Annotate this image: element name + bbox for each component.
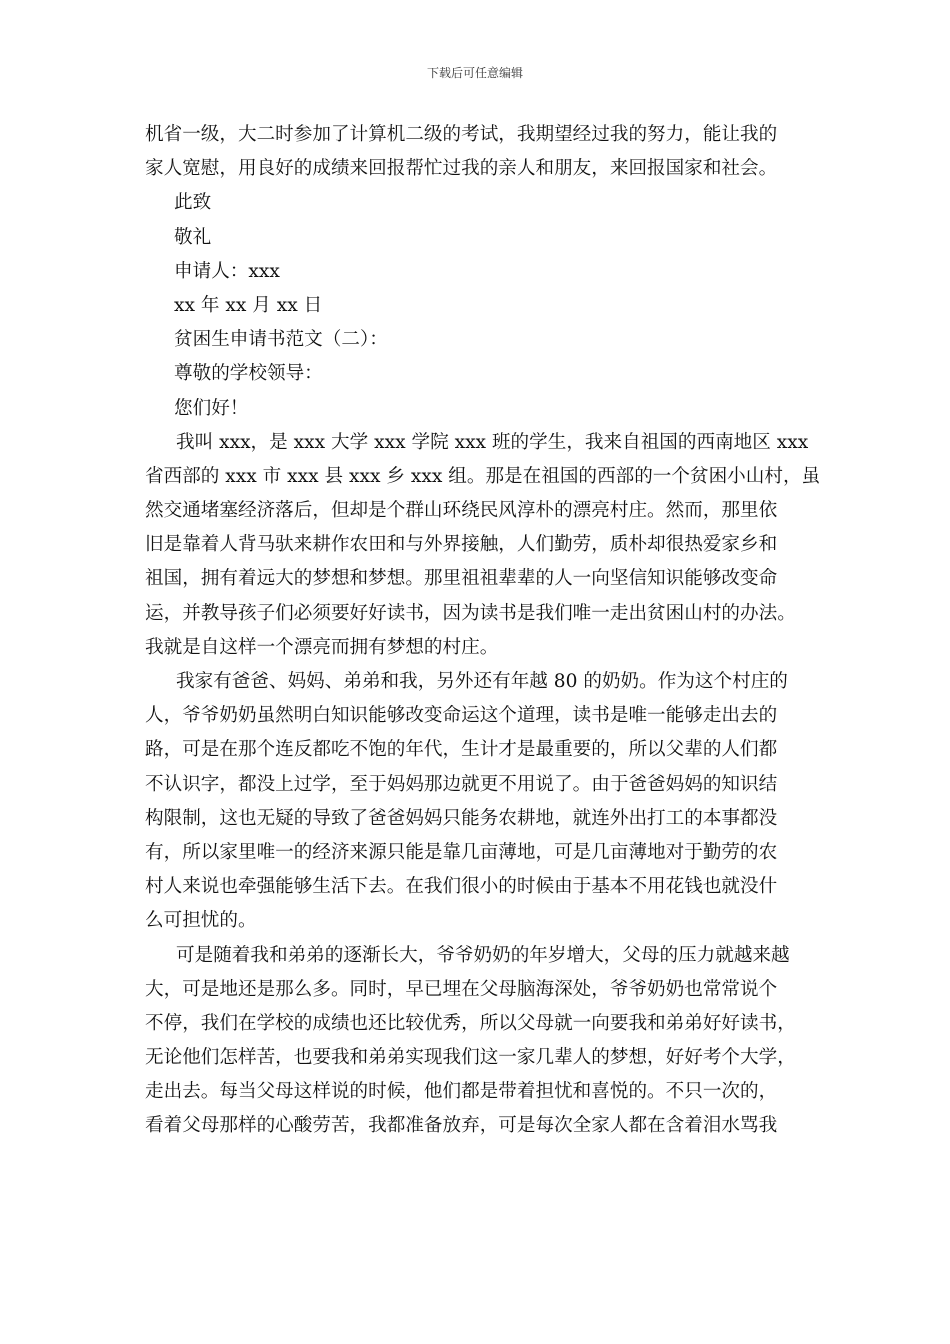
text-line: 不认识字，都没上过学，至于妈妈那边就更不用说了。由于爸爸妈妈的知识结 <box>145 773 778 795</box>
text-line: 不停，我们在学校的成绩也还比较优秀，所以父母就一向要我和弟弟好好读书， <box>145 1012 796 1034</box>
text-line: 尊敬的学校领导： <box>174 363 323 385</box>
text-line: 构限制，这也无疑的导致了爸爸妈妈只能务农耕地，就连外出打工的本事都没 <box>145 807 778 829</box>
text-line: 我家有爸爸、妈妈、弟弟和我，另外还有年越 80 的奶奶。作为这个村庄的 <box>176 671 788 692</box>
text-line: 省西部的 xxx 市 xxx 县 xxx 乡 xxx 组。那是在祖国的西部的一个贫困小山村，虽 <box>145 465 821 487</box>
document-body <box>145 118 821 1144</box>
text-line: 看着父母那样的心酸劳苦，我都准备放弃，可是每次全家人都在含着泪水骂我 <box>145 1115 778 1137</box>
text-line: 路，可是在那个连反都吃不饱的年代，生计才是最重要的，所以父辈的人们都 <box>145 739 778 761</box>
text-line: 贫困生申请书范文（二）： <box>174 329 388 351</box>
text-line: 申请人：xxx <box>174 260 280 282</box>
text-line: 人，爷爷奶奶虽然明白知识能够改变命运这个道理，读书是唯一能够走出去的 <box>145 705 778 727</box>
text-line: 祖国，拥有着远大的梦想和梦想。那里祖祖辈辈的人一向坚信知识能够改变命 <box>145 568 778 590</box>
text-line: 大，可是地还是那么多。同时，早已埋在父母脑海深处，爷爷奶奶也常常说个 <box>145 978 778 1000</box>
text-line: 敬礼 <box>174 226 212 248</box>
text-line: 您们好！ <box>174 397 249 419</box>
text-line: 无论他们怎样苦，也要我和弟弟实现我们这一家几辈人的梦想，好好考个大学， <box>145 1047 796 1069</box>
text-line: 可是随着我和弟弟的逐渐长大，爷爷奶奶的年岁增大，父母的压力就越来越 <box>176 944 790 966</box>
text-line: xx 年 xx 月 xx 日 <box>174 294 323 316</box>
text-line: 走出去。每当父母这样说的时候，他们都是带着担忧和喜悦的。不只一次的， <box>145 1081 778 1103</box>
text-line: 么可担忧的。 <box>145 910 257 932</box>
text-line: 然交通堵塞经济落后，但却是个群山环绕民风淳朴的漂亮村庄。然而，那里依 <box>145 500 778 522</box>
text-line: 运，并教导孩子们必须要好好读书，因为读书是我们唯一走出贫困山村的办法。 <box>145 602 796 624</box>
text-line: 家人宽慰，用良好的成绩来回报帮忙过我的亲人和朋友，来回报国家和社会。 <box>145 158 778 180</box>
text-line: 有，所以家里唯一的经济来源只能是靠几亩薄地，可是几亩薄地对于勤劳的农 <box>145 841 778 863</box>
text-line: 旧是靠着人背马驮来耕作农田和与外界接触，人们勤劳，质朴却很热爱家乡和 <box>145 534 778 556</box>
text-line: 村人来说也牵强能够生活下去。在我们很小的时候由于基本不用花钱也就没什 <box>145 876 778 898</box>
text-line: 我就是自这样一个漂亮而拥有梦想的村庄。 <box>145 636 499 658</box>
text-line: 机省一级，大二时参加了计算机二级的考试，我期望经过我的努力，能让我的 <box>145 124 778 145</box>
page-header: 下载后可任意编辑 <box>426 66 523 80</box>
text-line: 我叫 xxx，是 xxx 大学 xxx 学院 xxx 班的学生，我来自祖国的西南地区 xxx <box>176 431 809 453</box>
text-line: 此致 <box>174 192 212 214</box>
